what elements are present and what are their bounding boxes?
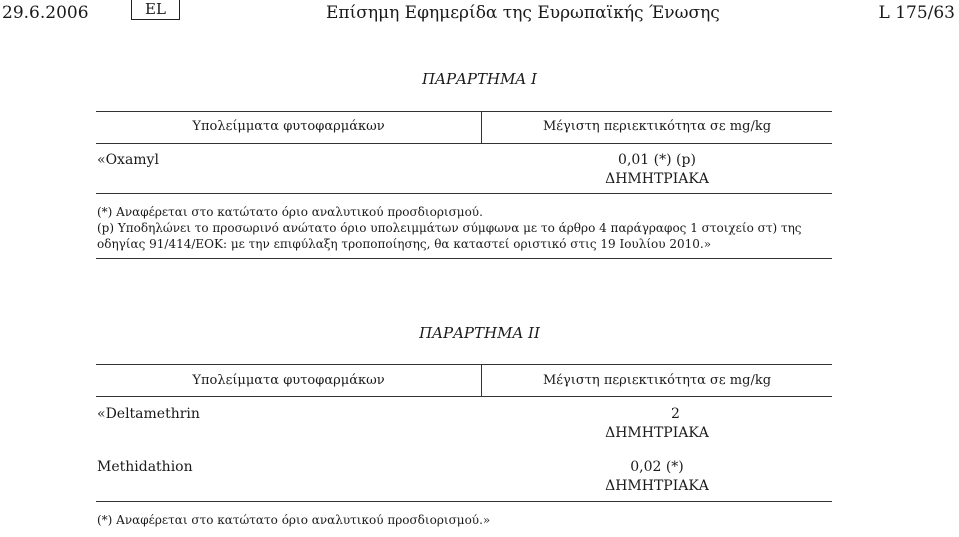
annex1-note-p: (p) Υποδηλώνει το προσωρινό ανώτατο όριο υπολειμμάτων σύμφωνα με το άρθρο 4 παράγραφος 1 στοιχείο στ) της οδηγίας 91/414/ΕΟΚ: με την επιφύλαξη τροποποίησης, θα καταστεί οριστικό στις 19 Ιουλίου 2010.» bbox=[97, 221, 802, 251]
annex1-table-top-rule bbox=[96, 111, 832, 112]
annex2-title: ΠΑΡΑΡΤΗΜΑ II bbox=[419, 324, 540, 342]
annex2-col-limit: Μέγιστη περιεκτικότητα σε mg/kg bbox=[542, 373, 772, 388]
annex2-row2-value: 0,02 (*) bbox=[630, 459, 684, 475]
annex2-row1-name: «Deltamethrin bbox=[97, 406, 200, 422]
journal-title: Επίσημη Εφημερίδα της Ευρωπαϊκής Ένωσης bbox=[326, 3, 720, 23]
annex1-body-rule bbox=[96, 193, 832, 194]
language-badge: EL bbox=[131, 0, 180, 20]
annex2-row1-value: 2 bbox=[671, 406, 680, 422]
annex1-row-value: 0,01 (*) (p) bbox=[618, 152, 696, 168]
annex2-body-rule bbox=[96, 501, 832, 502]
annex1-note-asterisk: (*) Αναφέρεται στο κατώτατο όριο αναλυτικού προσδιορισμού. bbox=[97, 205, 483, 219]
annex2-header-rule bbox=[96, 396, 832, 397]
annex1-row-category: ΔΗΜΗΤΡΙΑΚΑ bbox=[605, 171, 709, 187]
annex2-row2-name: Methidathion bbox=[97, 459, 193, 475]
annex1-col-limit: Μέγιστη περιεκτικότητα σε mg/kg bbox=[542, 119, 772, 134]
annex2-row2-category: ΔΗΜΗΤΡΙΑΚΑ bbox=[605, 478, 709, 494]
annex1-col-residue: Υπολείμματα φυτοφαρμάκων bbox=[192, 119, 385, 134]
annex2-col-residue: Υπολείμματα φυτοφαρμάκων bbox=[192, 373, 385, 388]
annex2-table-top-rule bbox=[96, 364, 832, 365]
annex1-table-bottom-rule bbox=[96, 258, 832, 259]
journal-header bbox=[0, 0, 959, 30]
annex1-header-rule bbox=[96, 143, 832, 144]
annex1-row-name: «Oxamyl bbox=[97, 152, 159, 168]
annex2-row1-category: ΔΗΜΗΤΡΙΑΚΑ bbox=[605, 425, 709, 441]
annex2-note-asterisk: (*) Αναφέρεται στο κατώτατο όριο αναλυτικού προσδιορισμού.» bbox=[97, 513, 491, 527]
page-reference: L 175/63 bbox=[878, 3, 955, 23]
annex1-title: ΠΑΡΑΡΤΗΜΑ I bbox=[422, 70, 537, 88]
publication-date: 29.6.2006 bbox=[2, 3, 89, 23]
